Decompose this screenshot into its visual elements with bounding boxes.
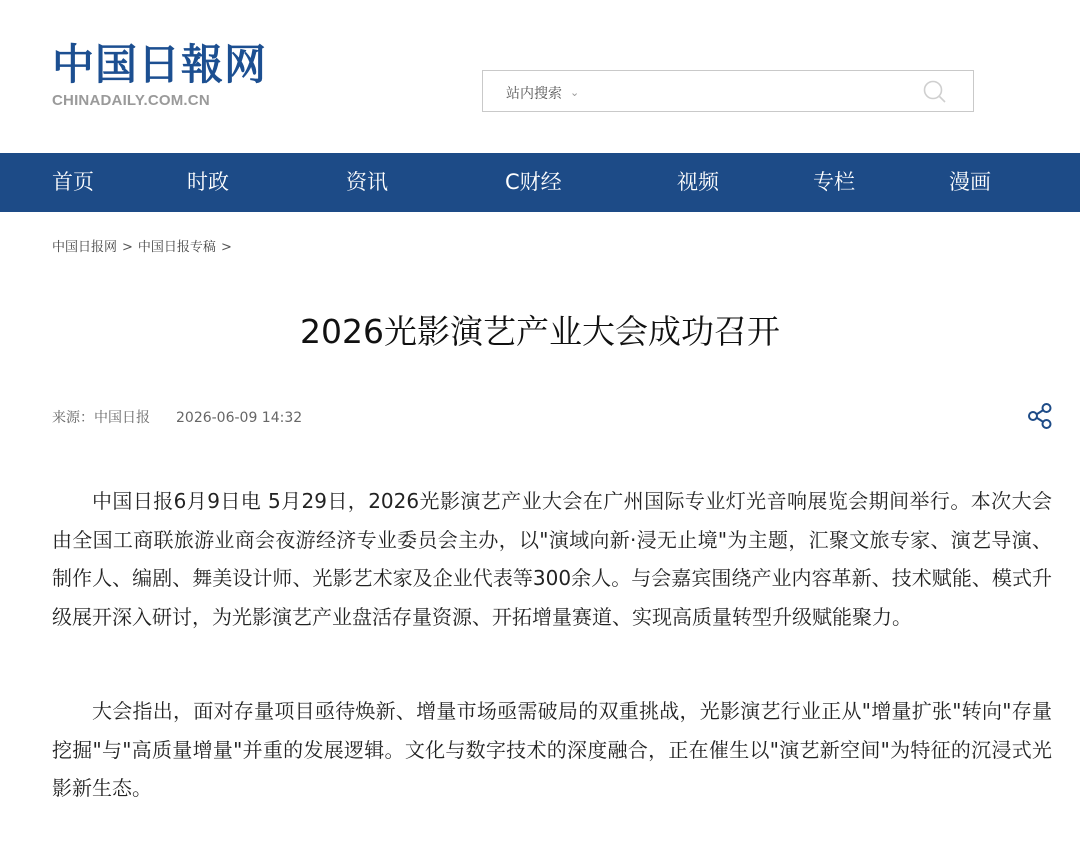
nav-item-news[interactable]: 资讯 (346, 170, 388, 194)
nav-item-video[interactable]: 视频 (677, 170, 719, 194)
site-logo[interactable] (52, 40, 268, 109)
search-box (482, 70, 974, 112)
share-icon[interactable] (1027, 402, 1053, 430)
logo-chinese-text: 中国日報网 (52, 40, 268, 89)
article-body (52, 482, 1052, 864)
search-scope-dropdown[interactable] (506, 83, 579, 103)
nav-item-politics[interactable]: 时政 (187, 170, 229, 194)
search-scope-label: 站内搜索 (506, 86, 562, 102)
chevron-down-icon: ⌄ (570, 86, 580, 99)
search-input[interactable] (613, 77, 917, 107)
breadcrumb-item-home[interactable]: 中国日报网 (52, 240, 118, 255)
article-source: 来源：中国日报 (52, 410, 150, 426)
logo-english-text: CHINADAILY.COM.CN (52, 92, 210, 109)
site-header (0, 0, 1080, 153)
breadcrumb-item-exclusive[interactable]: 中国日报专稿 (137, 240, 216, 255)
breadcrumb-separator: > (220, 240, 232, 255)
breadcrumb (52, 236, 237, 255)
nav-item-columns[interactable]: 专栏 (813, 170, 855, 194)
article-paragraph: 大会指出，面对存量项目亟待焕新、增量市场亟需破局的双重挑战，光影演艺行业正从"增量扩张"转向"存量挖掘"与"高质量增量"并重的发展逻辑。文化与数字技术的深度融合，正在催生以"演艺新空间"为特征的沉浸式光影新生态。 (52, 699, 1052, 800)
nav-item-home[interactable]: 首页 (52, 170, 94, 194)
nav-item-comics[interactable]: 漫画 (949, 170, 991, 194)
breadcrumb-separator: > (122, 240, 133, 255)
article-date: 2026-06-09 14:32 (176, 410, 303, 426)
article-meta (52, 407, 302, 427)
article-title: 2026光影演艺产业大会成功召开 (300, 312, 780, 351)
nav-item-finance[interactable]: C财经 (505, 170, 562, 194)
main-nav (0, 153, 1080, 212)
article-paragraph: 中国日报6月9日电 5月29日，2026光影演艺产业大会在广州国际专业灯光音响展览会期间举行。本次大会由全国工商联旅游业商会夜游经济专业委员会主办，以"演域向新·浸无止境"为主题，汇聚文旅专家、演艺导演、制作人、编剧、舞美设计师、光影艺术家及企业代表等300余人。与会嘉宾围绕产业内容革新、技术赋能、模式升级展开深入研讨，为光影演艺产业盘活存量资源、开拓增量赛道、实现高质量转型升级赋能聚力。 (52, 489, 1052, 629)
search-icon[interactable] (923, 80, 947, 104)
